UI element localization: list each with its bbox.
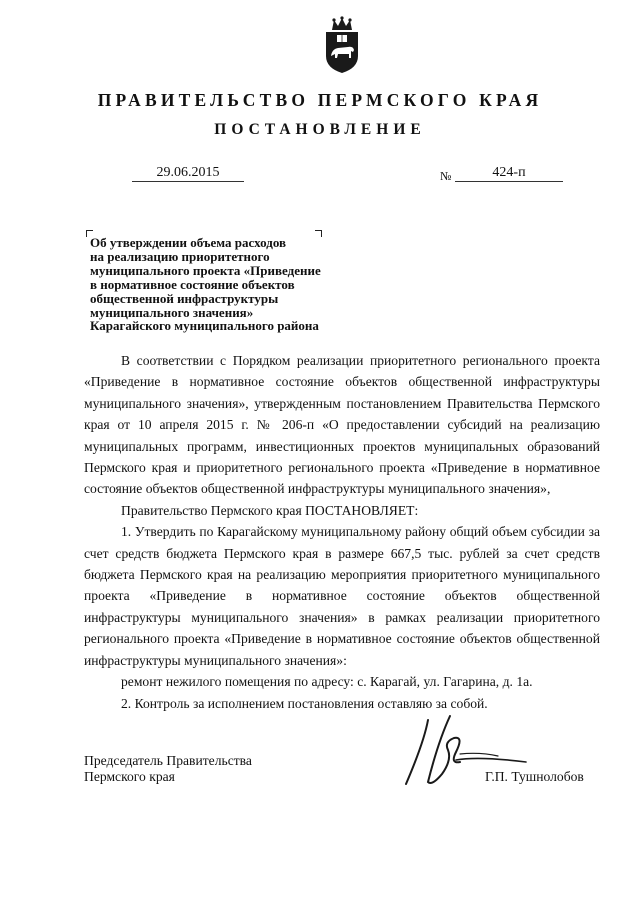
document-type: ПОСТАНОВЛЕНИЕ	[214, 121, 426, 138]
document-date: 29.06.2015	[132, 164, 244, 182]
number-sign: №	[440, 169, 452, 183]
body-paragraph-item-2: 2. Контроль за исполнением постановления оставляю за собой.	[121, 695, 488, 711]
subject-line: в нормативное состояние объектов	[90, 276, 295, 292]
body-paragraph-resolves: Правительство Пермского края ПОСТАНОВЛЯЕТ:	[121, 502, 419, 518]
body-paragraph-repair: ремонт нежилого помещения по адресу: с. Карагай, ул. Гагарина, д. 1а.	[121, 674, 533, 690]
document-number: 424-п	[455, 164, 563, 182]
subject-line: Карагайского муниципального района	[90, 318, 319, 334]
position-line: Председатель Правительства	[84, 753, 252, 768]
subject-line: муниципального проекта «Приведение	[90, 262, 321, 278]
signatory-name: Г.П. Тушнолобов	[485, 769, 584, 784]
subject-line: Об утверждении объема расходов	[90, 235, 287, 250]
document-subject	[90, 236, 380, 333]
signatory-position	[84, 753, 252, 785]
document-body	[84, 350, 600, 714]
body-paragraph-item-1: 1. Утвердить по Карагайскому муниципальному району общий объем субсидии за счет средств бюджета Пермского края в размере 667,5 тыс. рублей за счет средств бюджета Пермского края на реализацию мероприятия приоритетного муниципального проекта «Приведение в нормативное состояние объектов общественной инфраструктуры муниципального значения» в рамках реализации приоритетного регионального проекта «Приведение в нормативное состояние объектов общественной инфраструктуры муниципального значения»:	[84, 524, 600, 668]
body-paragraph-preamble: В соответствии с Порядком реализации приоритетного регионального проекта «Приведение в нормативное состояние объектов общественной инфраструктуры муниципального значения», утвержденным постановлением Правительства Пермского края от 10 апреля 2015 г. № 206-п «О предоставлении субсидий на реализацию муниципальных программ, инвестиционных проектов муниципальных образований Пермского края и приоритетного регионального проекта «Приведение в нормативное состояние объектов общественной инфраструктуры муниципального значения»,	[84, 353, 600, 497]
coat-of-arms-icon	[322, 16, 362, 74]
subject-line: общественной инфраструктуры	[90, 290, 279, 306]
subject-line: на реализацию приоритетного	[90, 248, 270, 264]
subject-line: муниципального значения»	[90, 304, 254, 320]
government-title: ПРАВИТЕЛЬСТВО ПЕРМСКОГО КРАЯ	[97, 90, 543, 110]
position-line: Пермского края	[84, 769, 175, 784]
